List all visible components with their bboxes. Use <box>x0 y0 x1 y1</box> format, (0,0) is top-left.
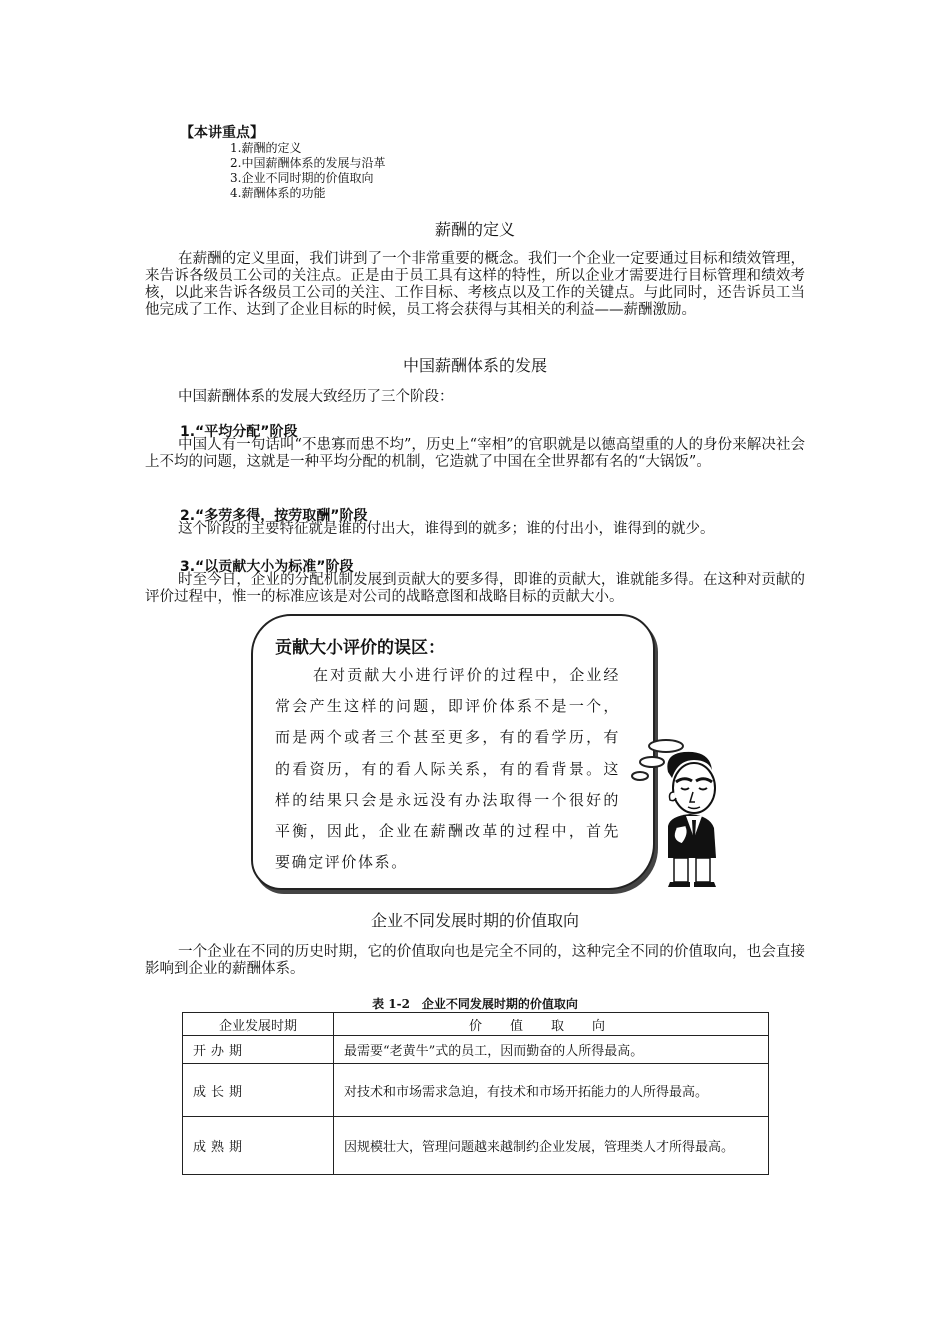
table-cell-period: 开办期 <box>183 1036 334 1064</box>
callout-title: 贡献大小评价的误区： <box>275 638 445 658</box>
table-caption: 表 1-2 企业不同发展时期的价值取向 <box>372 997 578 1011</box>
stage-3-title: 3.“以贡献大小为标准”阶段 <box>180 559 354 575</box>
section-title-value-orientation: 企业不同发展时期的价值取向 <box>370 911 579 930</box>
table-cell-value: 最需要“老黄牛”式的员工，因而勤奋的人所得最高。 <box>334 1036 769 1064</box>
development-intro: 中国薪酬体系的发展大致经历了三个阶段： <box>178 389 454 405</box>
value-orientation-table <box>182 1012 769 1175</box>
thinking-man-icon <box>650 748 730 888</box>
value-orientation-paragraph: 一个企业在不同的历史时期，它的价值取向也是完全不同的，这种完全不同的价值取向，也会直接影响到企业的薪酬体系。 <box>145 944 805 977</box>
stage-3-text: 时至今日，企业的分配机制发展到贡献大的要多得，即谁的贡献大，谁就能多得。在这种对贡献的评价过程中，惟一的标准应该是对公司的战略意图和战略目标的贡献大小。 <box>145 572 805 605</box>
table-header-value: 价值取向 <box>334 1013 769 1036</box>
stage-2-title: 2.“多劳多得，按劳取酬”阶段 <box>180 508 368 524</box>
key-point-item: 2.中国薪酬体系的发展与沿革 <box>230 156 386 170</box>
stage-2-text: 这个阶段的主要特征就是谁的付出大，谁得到的就多；谁的付出小，谁得到的就少。 <box>178 521 715 537</box>
table-header-row <box>183 1013 769 1036</box>
key-point-item: 1.薪酬的定义 <box>230 141 302 155</box>
callout-text: 在对贡献大小进行评价的过程中，企业经常会产生这样的问题，即评价体系不是一个，而是两个或者三个甚至更多，有的看学历，有的看资历，有的看人际关系，有的看背景。这样的结果只会是永远没有办法取得一个很好的平衡，因此，企业在薪酬改革的过程中，首先要确定评价体系。 <box>275 666 620 872</box>
key-point-item: 3.企业不同时期的价值取向 <box>230 171 374 185</box>
table-header-period: 企业发展时期 <box>183 1013 334 1036</box>
table-cell-value: 对技术和市场需求急迫，有技术和市场开拓能力的人所得最高。 <box>334 1064 769 1117</box>
stage-1-text: 中国人有一句话叫“不患寡而患不均”，历史上“宰相”的官职就是以德高望重的人的身份来解决社会上不均的问题，这就是一种平均分配的机制，它造就了中国在全世界都有名的“大锅饭”。 <box>145 437 805 470</box>
table-cell-period: 成熟期 <box>183 1117 334 1175</box>
section-title-salary-development: 中国薪酬体系的发展 <box>402 356 547 375</box>
table-row <box>183 1036 769 1064</box>
key-points-title: 【本讲重点】 <box>180 125 264 141</box>
section-title-salary-definition: 薪酬的定义 <box>434 220 515 239</box>
table-row <box>183 1064 769 1117</box>
table-cell-value: 因规模壮大，管理问题越来越制约企业发展，管理类人才所得最高。 <box>334 1117 769 1175</box>
stage-1-title: 1.“平均分配”阶段 <box>180 424 298 440</box>
table-cell-period: 成长期 <box>183 1064 334 1117</box>
salary-definition-paragraph: 在薪酬的定义里面，我们讲到了一个非常重要的概念。我们一个企业一定要通过目标和绩效管理，来告诉各级员工公司的关注点。正是由于员工具有这样的特性，所以企业才需要进行目标管理和绩效考核，以此来告诉各级员工公司的关注、工作目标、考核点以及工作的关键点。与此同时，还告诉员工当他完成了工作、达到了企业目标的时候，员工将会获得与其相关的利益——薪酬激励。 <box>145 251 805 318</box>
key-point-item: 4.薪酬体系的功能 <box>230 186 326 200</box>
table-row <box>183 1117 769 1175</box>
